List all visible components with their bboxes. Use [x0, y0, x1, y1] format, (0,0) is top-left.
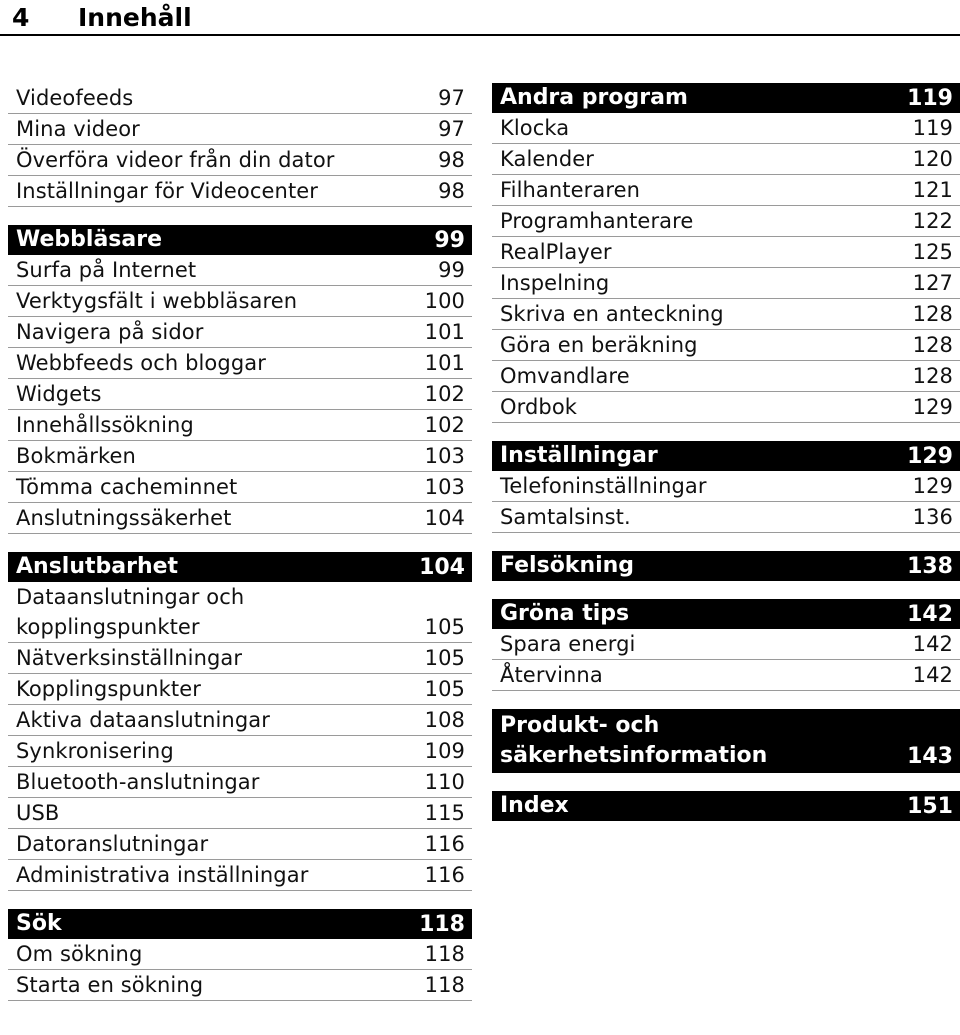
toc-entry-label: Dataanslutningar och kopplingspunkter — [16, 585, 245, 639]
toc-section — [8, 909, 472, 1001]
toc-entry[interactable] — [492, 206, 960, 237]
toc-entry-page: 105 — [424, 615, 465, 639]
toc-entry-page: 100 — [424, 289, 465, 313]
toc-entry[interactable] — [8, 643, 472, 674]
toc-entry[interactable] — [492, 392, 960, 423]
toc-entry[interactable] — [492, 629, 960, 660]
section-heading-andra-program[interactable] — [492, 83, 960, 113]
toc-entry-page: 119 — [912, 116, 953, 140]
toc-entry-page: 110 — [424, 770, 465, 794]
toc-entry-page: 105 — [424, 677, 465, 701]
section-heading-sok[interactable] — [8, 909, 472, 939]
section-heading-anslutbarhet[interactable] — [8, 552, 472, 582]
toc-entry-label: Samtalsinst. — [500, 505, 631, 529]
toc-section — [8, 552, 472, 891]
section-heading-label: Sök — [16, 911, 62, 936]
toc-entry-label: Bokmärken — [16, 444, 136, 468]
toc-section — [492, 441, 960, 533]
toc-entry[interactable] — [8, 441, 472, 472]
toc-entry-page: 116 — [424, 832, 465, 856]
toc-entry-page: 136 — [912, 505, 953, 529]
toc-entry-page: 103 — [424, 444, 465, 468]
toc-entry[interactable] — [8, 860, 472, 891]
section-heading-page: 119 — [907, 86, 953, 111]
toc-entry[interactable] — [8, 472, 472, 503]
toc-entry-page: 127 — [912, 271, 953, 295]
toc-entry-label: Videofeeds — [16, 86, 134, 110]
toc-entry[interactable] — [492, 237, 960, 268]
toc-entry-label: Återvinna — [500, 663, 603, 687]
toc-entry-label: Ordbok — [500, 395, 578, 419]
section-heading-page: 138 — [907, 554, 953, 579]
toc-entry[interactable] — [8, 705, 472, 736]
toc-entry-label: Webbfeeds och bloggar — [16, 351, 266, 375]
toc-entry[interactable] — [8, 767, 472, 798]
toc-entry-label: Telefoninställningar — [500, 474, 707, 498]
toc-entry[interactable] — [8, 83, 472, 114]
section-heading-page: 118 — [419, 912, 465, 937]
toc-entry-label: Kopplingspunkter — [16, 677, 201, 701]
toc-entry-label: Skriva en anteckning — [500, 302, 724, 326]
toc-entry-label: Kalender — [500, 147, 595, 171]
section-heading-label: Index — [500, 793, 569, 818]
toc-entry[interactable] — [8, 674, 472, 705]
toc-entry[interactable] — [492, 361, 960, 392]
page-title: Innehåll — [78, 3, 192, 32]
toc-entry-page: 99 — [438, 258, 465, 282]
toc-entry-label: Inspelning — [500, 271, 610, 295]
toc-entry[interactable] — [8, 970, 472, 1001]
section-heading-page: 151 — [907, 794, 953, 819]
section-heading-label: Webbläsare — [16, 227, 162, 252]
section-heading-installningar[interactable] — [492, 441, 960, 471]
toc-entry-page: 122 — [912, 209, 953, 233]
toc-entry-label: Spara energi — [500, 632, 636, 656]
toc-entry-label: Anslutningssäkerhet — [16, 506, 232, 530]
toc-entry-label: RealPlayer — [500, 240, 612, 264]
toc-section — [492, 551, 960, 581]
toc-entry[interactable] — [8, 176, 472, 207]
toc-entry[interactable] — [8, 798, 472, 829]
toc-entry[interactable] — [8, 286, 472, 317]
toc-entry-label: Nätverksinställningar — [16, 646, 243, 670]
toc-section — [492, 791, 960, 821]
toc-entry-label: Mina videor — [16, 117, 140, 141]
toc-entry-page: 116 — [424, 863, 465, 887]
toc-entry-label: Överföra videor från din dator — [16, 148, 335, 172]
toc-entry-page: 129 — [912, 474, 953, 498]
toc-entry-page: 142 — [912, 663, 953, 687]
section-heading-page: 129 — [907, 444, 953, 469]
toc-entry-page: 121 — [912, 178, 953, 202]
toc-entry-label: Administrativa inställningar — [16, 863, 309, 887]
toc-entry[interactable] — [8, 829, 472, 860]
toc-entry-page: 120 — [912, 147, 953, 171]
toc-entry-label: Datoranslutningar — [16, 832, 209, 856]
section-heading-label: Anslutbarhet — [16, 554, 179, 579]
toc-entry-label: Klocka — [500, 116, 570, 140]
toc-entry-page: 98 — [438, 148, 465, 172]
toc-entry[interactable] — [8, 582, 472, 643]
toc-entry-page: 129 — [912, 395, 953, 419]
section-heading-page: 104 — [419, 555, 465, 580]
toc-entry[interactable] — [8, 736, 472, 767]
toc-entry-label: Widgets — [16, 382, 102, 406]
toc-entry-page: 102 — [424, 382, 465, 406]
toc-left-column — [8, 83, 472, 1019]
toc-entry-label: Verktygsfält i webbläsaren — [16, 289, 298, 313]
toc-entry-page: 102 — [424, 413, 465, 437]
section-heading-label: Inställningar — [500, 443, 658, 468]
toc-entry-page: 118 — [424, 942, 465, 966]
page-header — [0, 0, 960, 36]
toc-entry-label: Tömma cacheminnet — [16, 475, 238, 499]
section-heading-page: 99 — [434, 228, 465, 253]
toc-entry-label: Omvandlare — [500, 364, 630, 388]
page-number: 4 — [12, 3, 30, 32]
toc-entry-page: 128 — [912, 302, 953, 326]
toc-entry-page: 142 — [912, 632, 953, 656]
toc-entry[interactable] — [8, 145, 472, 176]
toc-entry-label: Starta en sökning — [16, 973, 204, 997]
toc-entry-page: 115 — [424, 801, 465, 825]
toc-entry[interactable] — [8, 255, 472, 286]
section-heading-index[interactable] — [492, 791, 960, 821]
toc-entry-label: Aktiva dataanslutningar — [16, 708, 270, 732]
section-heading-webblasare[interactable] — [8, 225, 472, 255]
section-heading-felsokning[interactable] — [492, 551, 960, 581]
toc-entry-label: Navigera på sidor — [16, 320, 204, 344]
toc-entry[interactable] — [8, 379, 472, 410]
toc-entry[interactable] — [492, 471, 960, 502]
toc-entry[interactable] — [492, 299, 960, 330]
section-heading-page: 142 — [907, 602, 953, 627]
toc-entry-page: 118 — [424, 973, 465, 997]
toc-entry-label: Om sökning — [16, 942, 143, 966]
toc-entry[interactable] — [8, 503, 472, 534]
section-heading-grona-tips[interactable] — [492, 599, 960, 629]
toc-entry[interactable] — [492, 330, 960, 361]
toc-entry[interactable] — [8, 939, 472, 970]
toc-section — [8, 225, 472, 534]
toc-entry[interactable] — [492, 268, 960, 299]
toc-entry-page: 125 — [912, 240, 953, 264]
toc-entry-page: 105 — [424, 646, 465, 670]
toc-entry[interactable] — [492, 660, 960, 691]
toc-entry-label: Inställningar för Videocenter — [16, 179, 319, 203]
toc-entry[interactable] — [492, 144, 960, 175]
toc-entry[interactable] — [492, 113, 960, 144]
toc-entry-page: 97 — [438, 117, 465, 141]
section-heading-label: Felsökning — [500, 553, 635, 578]
toc-entry-label: Bluetooth-anslutningar — [16, 770, 260, 794]
toc-section — [492, 599, 960, 691]
toc-entry-page: 108 — [424, 708, 465, 732]
toc-entry-page: 128 — [912, 364, 953, 388]
toc-entry-page: 101 — [424, 320, 465, 344]
toc-entry-page: 103 — [424, 475, 465, 499]
toc-entry-page: 109 — [424, 739, 465, 763]
toc-entry-label: Surfa på Internet — [16, 258, 197, 282]
toc-entry-page: 98 — [438, 179, 465, 203]
toc-entry[interactable] — [492, 175, 960, 206]
toc-entry[interactable] — [492, 502, 960, 533]
section-heading-label: Produkt- och säkerhetsinformation — [500, 713, 768, 768]
toc-entry-page: 97 — [438, 86, 465, 110]
toc-entry-label: Filhanteraren — [500, 178, 641, 202]
toc-entry-label: Innehållssökning — [16, 413, 194, 437]
section-heading-label: Andra program — [500, 85, 688, 110]
toc-entry[interactable] — [8, 348, 472, 379]
toc-entry-page: 101 — [424, 351, 465, 375]
toc-right-column — [492, 83, 960, 839]
toc-entry[interactable] — [8, 114, 472, 145]
toc-section — [492, 83, 960, 423]
toc-entry-label: Göra en beräkning — [500, 333, 698, 357]
toc-entry-label: Programhanterare — [500, 209, 694, 233]
section-heading-label: Gröna tips — [500, 601, 630, 626]
toc-entry-label: Synkronisering — [16, 739, 174, 763]
toc-entry[interactable] — [8, 410, 472, 441]
toc-entry-page: 104 — [424, 506, 465, 530]
section-heading-produkt-och-sakerhetsinformation[interactable] — [492, 709, 960, 773]
toc-entry-label: USB — [16, 801, 60, 825]
toc-entry[interactable] — [8, 317, 472, 348]
toc-section — [8, 83, 472, 207]
section-heading-page: 143 — [907, 744, 953, 769]
toc-section — [492, 709, 960, 773]
toc-entry-page: 128 — [912, 333, 953, 357]
